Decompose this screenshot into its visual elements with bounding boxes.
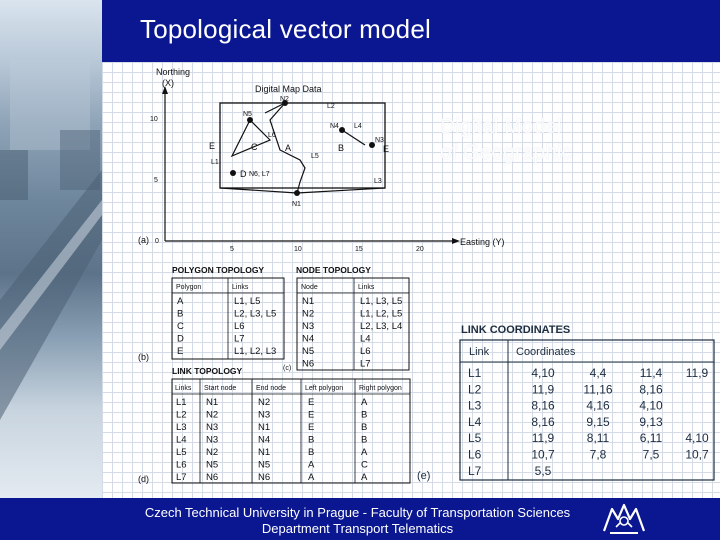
coords-value-cell: 4,4	[589, 366, 607, 380]
link-topology-cell: B	[308, 434, 315, 446]
polygon-cell: D	[177, 333, 184, 345]
y-axis-title: Northing	[156, 67, 191, 77]
link-coordinates-title: LINK COORDINATES	[461, 324, 571, 336]
link-topology-cell: N6	[206, 472, 219, 483]
link-topology-cell: N3	[258, 409, 271, 421]
coords-value-cell: 8,16	[531, 398, 555, 413]
coords-value-cell: 11,4	[639, 366, 663, 380]
x-tick-20: 20	[416, 246, 424, 253]
y-tick-5: 5	[154, 177, 158, 184]
x-tick-5: 5	[230, 246, 234, 253]
polygon-header-links: Links	[232, 284, 249, 291]
panel-label-e: (e)	[417, 470, 431, 482]
node-label-n6: N6, L7	[249, 171, 270, 178]
x-tick-15: 15	[355, 246, 363, 253]
link-topology-cell: N4	[258, 434, 271, 446]
coords-link-cell: L6	[468, 447, 482, 462]
coords-link-cell: L1	[468, 366, 482, 380]
link-topology-cell: E	[308, 409, 315, 421]
coords-value-cell: 8,11	[586, 431, 610, 446]
coords-value-cell: 4,10	[685, 431, 709, 446]
node-links-cell: L1, L2, L5	[360, 308, 403, 320]
node-cell: N1	[302, 296, 315, 307]
link-label-l3: L3	[374, 178, 382, 185]
coords-value-cell: 4,10	[639, 398, 663, 413]
coords-header-coordinates: Coordinates	[516, 346, 576, 358]
coords-link-cell: L5	[468, 431, 482, 446]
node-cell: N4	[302, 333, 315, 345]
coords-value-cell: 8,16	[531, 414, 555, 429]
node-links-cell: L7	[360, 358, 371, 370]
ghost-line-2: of Geographic	[440, 141, 572, 164]
link-topology-cell: L7	[176, 472, 187, 483]
link-topology-cell: N6	[258, 472, 271, 483]
coords-value-cell: 10,7	[685, 447, 709, 462]
panel-label-b: (b)	[138, 352, 149, 362]
polygon-links-cell: L2, L3, L5	[234, 308, 277, 320]
link-topology-cell: B	[361, 409, 368, 421]
polygon-header-polygon: Polygon	[176, 284, 202, 291]
coords-link-cell: L2	[468, 382, 482, 397]
polygon-cell: B	[177, 308, 184, 320]
polygon-links-cell: L1, L5	[234, 296, 261, 307]
x-axis-title: Easting (Y)	[460, 237, 505, 247]
link-topology-cell: N3	[206, 434, 219, 446]
panel-label-c: (c)	[283, 365, 292, 372]
link-header-links: Links	[175, 385, 192, 392]
node-label-n5: N5	[243, 111, 252, 118]
link-topology-cell: N2	[258, 397, 271, 408]
link-header-left: Left polygon	[305, 385, 344, 392]
panel-label-a: (a)	[138, 235, 149, 245]
diagram-title: Digital Map Data	[255, 84, 322, 94]
polygon-topology-title: POLYGON TOPOLOGY	[172, 265, 265, 275]
link-label-l5: L5	[311, 153, 319, 160]
y-axis-unit: (X)	[162, 78, 174, 88]
link-topology-cell: E	[308, 397, 315, 408]
link-topology-cell: N2	[206, 409, 219, 421]
polygon-label-a: A	[285, 143, 292, 153]
y-tick-0: 0	[155, 238, 159, 245]
polygon-cell: E	[177, 346, 184, 357]
coords-value-cell: 11,9	[531, 431, 555, 446]
node-label-n2: N2	[280, 96, 289, 103]
polygon-links-cell: L6	[234, 321, 245, 332]
link-topology-cell: L2	[176, 409, 187, 421]
footer-text	[110, 505, 605, 537]
slide-title: Topological vector model	[140, 14, 431, 44]
link-topology-cell: E	[308, 422, 315, 433]
link-topology-cell: B	[361, 422, 368, 433]
coords-value-cell: 7,8	[589, 447, 607, 462]
coords-rows	[468, 366, 709, 478]
coords-value-cell: 6,11	[639, 431, 663, 446]
node-links-cell: L4	[360, 333, 371, 345]
link-topology-cell: A	[308, 459, 315, 471]
node-label-n3: N3	[375, 137, 384, 144]
node-topology-title: NODE TOPOLOGY	[296, 265, 371, 275]
node-header-node: Node	[301, 284, 318, 291]
polygon-label-e-right: E	[383, 144, 390, 154]
link-label-l6: L6	[268, 132, 276, 139]
coords-link-cell: L7	[468, 463, 482, 478]
coords-value-cell: 9,13	[639, 414, 663, 429]
node-links-cell: L2, L3, L4	[360, 321, 403, 332]
link-topology-cell: L4	[176, 434, 187, 446]
coords-header-link: Link	[469, 346, 490, 358]
link-topology-cell: N2	[206, 447, 219, 458]
coords-value-cell: 11,9	[685, 366, 709, 380]
polygon-label-d: D	[240, 169, 247, 179]
coords-value-cell: 11,9	[531, 382, 555, 397]
link-topology-cell: L6	[176, 459, 187, 471]
node-cell: N3	[302, 321, 315, 332]
ghost-line-1: Digital Model	[440, 115, 562, 138]
coords-link-cell: L4	[468, 414, 482, 429]
link-topology-cell: N5	[258, 459, 271, 471]
node-links-cell: L1, L3, L5	[360, 296, 403, 307]
link-label-l4: L4	[354, 123, 362, 130]
node-label-n1: N1	[292, 201, 301, 208]
link-header-start: Start node	[204, 385, 237, 392]
polygon-cell: A	[177, 296, 184, 307]
link-topology-cell: N3	[206, 422, 219, 433]
coords-value-cell: 7,5	[642, 447, 660, 462]
polygon-label-b: B	[338, 143, 345, 153]
coords-value-cell: 9,15	[586, 414, 610, 429]
polygon-label-c: C	[251, 142, 258, 152]
polygon-links-cell: L7	[234, 333, 245, 345]
link-topology-cell: N1	[258, 422, 271, 433]
link-label-l1: L1	[211, 159, 219, 166]
y-tick-10: 10	[150, 116, 158, 123]
link-header-end: End node	[256, 385, 286, 392]
link-topology-cell: A	[361, 472, 368, 483]
link-topology-cell: A	[308, 472, 315, 483]
university-logo-icon	[600, 501, 648, 537]
panel-label-d: (d)	[138, 474, 149, 484]
link-topology-cell: N1	[206, 397, 219, 408]
link-topology-cell: B	[361, 434, 368, 446]
node-cell: N6	[302, 358, 315, 370]
link-topology-cell: L5	[176, 447, 187, 458]
polygon-label-e-left: E	[209, 141, 216, 151]
coords-link-cell: L3	[468, 398, 482, 413]
coords-value-cell: 11,16	[583, 382, 613, 397]
link-header-right: Right polygon	[359, 385, 402, 392]
link-topology-cell: L3	[176, 422, 187, 433]
link-topology-cell: C	[361, 459, 368, 471]
coords-value-cell: 8,16	[639, 382, 663, 397]
footer-line-2: Department Transport Telematics	[261, 521, 454, 536]
link-topology-cell: A	[361, 447, 368, 458]
link-topology-cell: L1	[176, 397, 187, 408]
link-topology-title: LINK TOPOLOGY	[172, 366, 243, 376]
polygon-cell: C	[177, 321, 184, 332]
node-label-n4: N4	[330, 123, 339, 130]
coords-value-cell: 4,16	[586, 398, 610, 413]
link-topology-cell: N1	[258, 447, 271, 458]
coords-value-cell: 4,10	[531, 366, 555, 380]
node-cell: N5	[302, 346, 315, 357]
node-links-cell: L6	[360, 346, 371, 357]
link-topology-cell: A	[361, 397, 368, 408]
link-topology-cell: N5	[206, 459, 219, 471]
footer-line-1: Czech Technical University in Prague - Faculty of Transportation Sciences	[144, 505, 571, 520]
x-tick-10: 10	[294, 246, 302, 253]
link-topology-cell: B	[308, 447, 315, 458]
node-header-links: Links	[358, 284, 375, 291]
coords-value-cell: 10,7	[531, 447, 555, 462]
node-cell: N2	[302, 308, 315, 320]
polygon-links-cell: L1, L2, L3	[234, 346, 277, 357]
coords-value-cell: 5,5	[534, 463, 552, 478]
link-label-l2: L2	[327, 103, 335, 110]
